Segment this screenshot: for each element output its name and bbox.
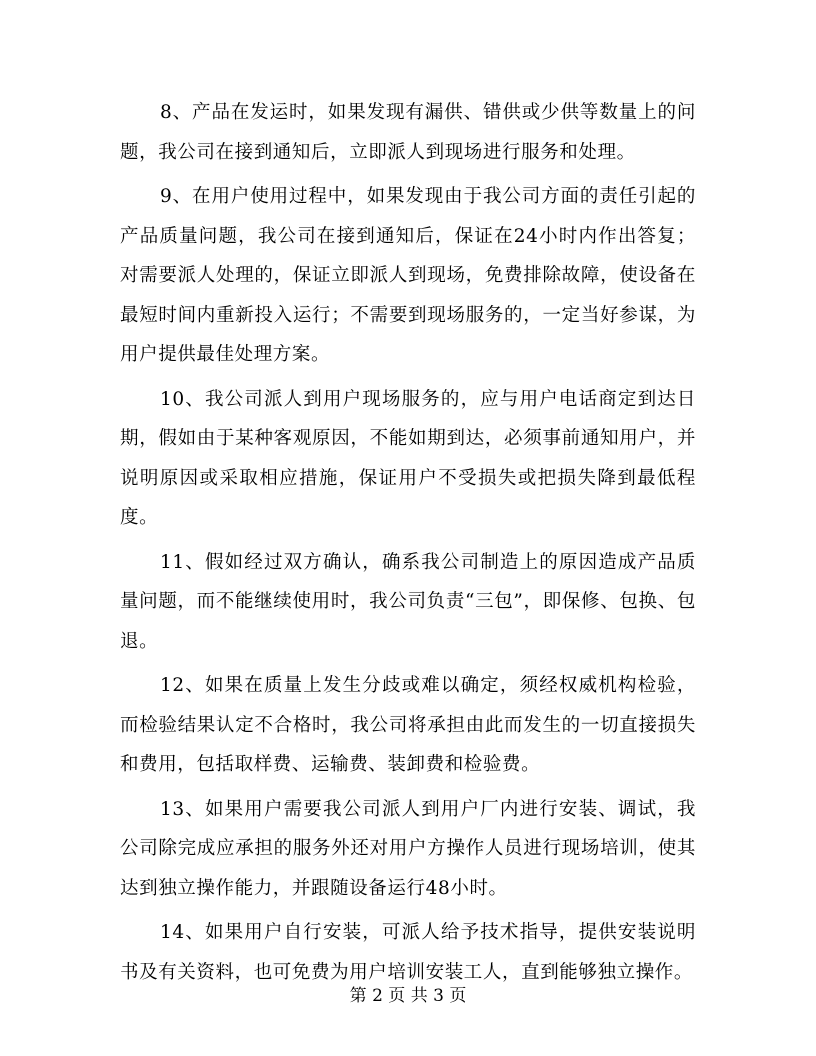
page-footer: [0, 984, 816, 1008]
footer-total-pages: 3: [433, 986, 444, 1006]
paragraph-item-11: 11、假如经过双方确认，确系我公司制造上的原因造成产品质量问题，而不能继续使用时，我公司负责“三包”，即保修、包换、包退。: [120, 551, 696, 652]
paragraph-item-8: 8、产品在发运时，如果发现有漏供、错供或少供等数量上的问题，我公司在接到通知后，立即派人到现场进行服务和处理。: [120, 102, 696, 163]
paragraph-item-14: 14、如果用户自行安装，可派人给予技术指导，提供安装说明书及有关资料，也可免费为用户培训安装工人，直到能够独立操作。: [120, 922, 696, 983]
paragraph-item-9: 9、在用户使用过程中，如果发现由于我公司方面的责任引起的产品质量问题，我公司在接到通知后，保证在24小时内作出答复；对需要派人处理的，保证立即派人到现场，免费排除故障，使设备在最短时间内重新投入运行；不需要到现场服务的，一定当好参谋，为用户提供最佳处理方案。: [120, 186, 696, 365]
paragraph-item-12: 12、如果在质量上发生分歧或难以确定，须经权威机构检验，而检验结果认定不合格时，我公司将承担由此而发生的一切直接损失和费用，包括取样费、运输费、装卸费和检验费。: [120, 675, 696, 775]
document-body: [120, 93, 696, 997]
footer-current-page: 2: [372, 986, 383, 1006]
footer-suffix: 页: [449, 986, 467, 1006]
paragraph-item-10: 10、我公司派人到用户现场服务的，应与用户电话商定到达日期，假如由于某种客观原因，不能如期到达，必须事前通知用户，并说明原因或采取相应措施，保证用户不受损失或把损失降到最低程度。: [120, 388, 696, 528]
paragraph-item-13: 13、如果用户需要我公司派人到用户厂内进行安装、调试，我公司除完成应承担的服务外还对用户方操作人员进行现场培训，使其达到独立操作能力，并跟随设备运行48小时。: [120, 798, 696, 899]
footer-prefix: 第: [349, 986, 367, 1006]
footer-middle: 页 共: [388, 986, 428, 1006]
